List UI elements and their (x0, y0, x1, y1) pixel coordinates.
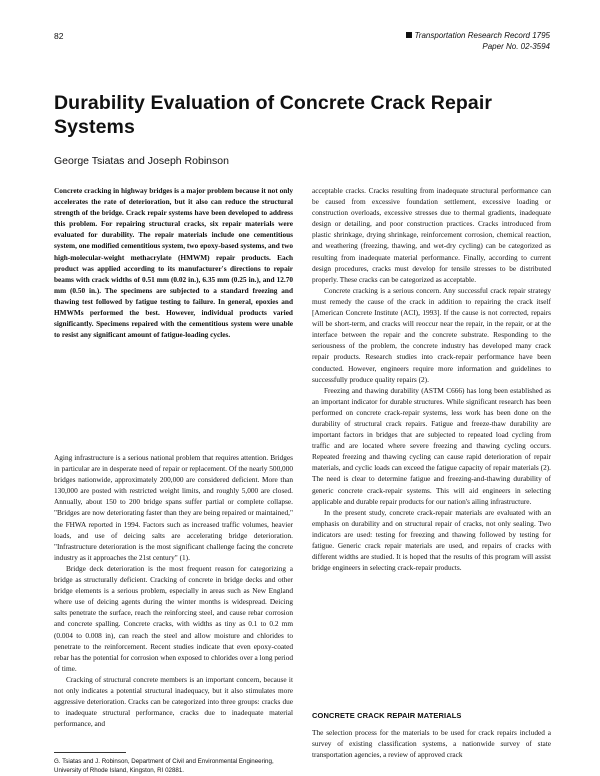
author-line: George Tsiatas and Joseph Robinson (54, 155, 229, 167)
paragraph: Concrete cracking is a serious concern. Any successful crack repair strategy must remedy the cause of the crack in addition to repairing the crack itself [American Concrete Institute (ACI), 1993]. If the cause is not corrected, repairs will be short-term, and cracks will reoccur near the repair, in the repair, or at the interface between the repair and the concrete substrate. Responding to the seriousness of the problem, the concrete industry has developed many crack repair products. Research studies into crack-repair performance have been conducted. However, engineers require more information and guidelines to successfully produce quality repairs (2). (312, 285, 551, 384)
abstract (54, 185, 293, 340)
paragraph: Bridge deck deterioration is the most frequent reason for categorizing a bridge as structurally deficient. Cracking of concrete in bridge decks and other bridge elements is a serious problem, especially in areas such as New England where use of deicing agents during the winter months is widespread. Deicing salts penetrate the surface, reach the reinforcing steel, and cause rebar corrosion and concrete spalling. Concrete cracks, with widths as tiny as 0.1 to 0.2 mm (0.004 to 0.008 in), can reach the steel and allow moisture and chlorides to penetrate to the reinforcement. Recent studies indicate that even epoxy-coated rebar has the potential for corrosion when exposed to chlorides over a long period of time. (54, 563, 293, 673)
page-number: 82 (54, 31, 64, 41)
paragraph: Aging infrastructure is a serious national problem that requires attention. Bridges in particular are in desperate need of repair or replacement. Of the nearly 500,000 bridges nationwide, approximately 200,000 are considered deficient. More than 130,000 are posted with restricted weight limits, and roughly 5,000 are closed. Annually, about 150 to 200 bridge spans suffer partial or complete collapse. "Bridges are now deteriorating faster than they are being repaired or maintained," the FHWA reported in 1994. Factors such as increased traffic volumes, heavier loads, and use of deicing salts are accelerating bridge deterioration. "Infrastructure deterioration is the most significant challenge facing the concrete industry as it approaches the 21st century" (1). (54, 453, 293, 562)
section-body (312, 727, 551, 760)
left-column-body (54, 452, 293, 729)
paper-number: Paper No. 02-3594 (482, 41, 550, 51)
journal-name: Transportation Research Record 1795 (406, 31, 550, 42)
abstract-text: Concrete cracking in highway bridges is a major problem because it not only accelerates the rate of deterioration, but it also can reduce the structural strength of the bridge. Crack repair systems have been developed to address this problem. For repairing structural cracks, six repair materials were evaluated for durability. The repair materials include one cementitious system, one modified cementitious system, two epoxy-based systems, and two high-molecular-weight methacrylate (HMWM) repair products. Each product was applied according to its manufacturer's directions to repair beams with crack widths of 0.51 mm (0.02 in.), 6.35 mm (0.25 in.), and 12.70 mm (0.50 in.). The specimens are subjected to a standard freezing and thawing test followed by fatigue testing to failure. In general, epoxies and HMWMs performed the best. However, individual products varied significantly. Specimens repaired with the cementitious system were unable to resist any significant amount of fatigue-loading cycles. (54, 186, 293, 340)
paragraph: The selection process for the materials to be used for crack repairs included a survey of existing classification systems, a nationwide survey of state transportation agencies, a review of approved crack (312, 728, 551, 760)
paragraph: acceptable cracks. Cracks resulting from inadequate structural performance can be caused from excessive foundation settlement, excessive loading or construction overloads, excessive stresses due to thermal gradients, inadequate design or detailing, and poor construction practices. Cracks introduced from plastic shrinkage, drying shrinkage, reinforcement corrosion, chemical reaction, and weathering (freezing, thawing, and wet-dry cycling) can be categorized as resulting from inadequate material performance. Finally, according to current design procedures, cracks must develop for tensile stresses to be distributed properly. These cracks can be categorized as acceptable. (312, 186, 551, 284)
running-header (406, 31, 550, 52)
paper-title: Durability Evaluation of Concrete Crack Repair Systems (54, 92, 493, 138)
author-affiliation-footnote: G. Tsiatas and J. Robinson, Department of Civil and Environmental Engineering, University of Rhode Island, Kingston, RI 02881. (54, 758, 274, 774)
footnote-rule (54, 752, 126, 753)
paragraph: Freezing and thawing durability (ASTM C666) has long been established as an important indicator for durable structures. While significant research has been performed on concrete crack-repair systems, less work has been done on the durability of structural crack repairs. Fatigue and freeze-thaw durability are important factors in bridges that are subjected to repeated load cycling from traffic and are located where severe freezing and thawing cycling occurs. Repeated freezing and thawing cycling can cause rapid deterioration of repair materials, and cyclic loads can exceed the fatigue capacity of repair materials (2). The need is clear to determine fatigue and freezing-and-thawing durability of generic concrete crack-repair systems. This will aid engineers in selecting applicable and durable repair products for our nation's ailing infrastructure. (312, 385, 551, 506)
section-heading: CONCRETE CRACK REPAIR MATERIALS (312, 711, 462, 720)
right-column-body (312, 185, 551, 573)
paragraph: In the present study, concrete crack-repair materials are evaluated with an emphasis on durability and on structural repair of cracks, not only sealing. Two indicators are used: testing for freezing and thawing followed by testing for fatigue. Generic crack repair materials are used, and repairs of cracks with different widths are studied. It is hoped that the results of this program will assist bridge engineers in selecting crack-repair products. (312, 507, 551, 573)
paragraph: Cracking of structural concrete members is an important concern, because it not only indicates a potential structural inadequacy, but it also stimulates more aggressive deterioration. Cracks can be categorized into three groups: cracks due to inadequate structural performance, cracks due to inadequate material performance, and (54, 674, 293, 729)
square-bullet-icon (406, 32, 412, 38)
